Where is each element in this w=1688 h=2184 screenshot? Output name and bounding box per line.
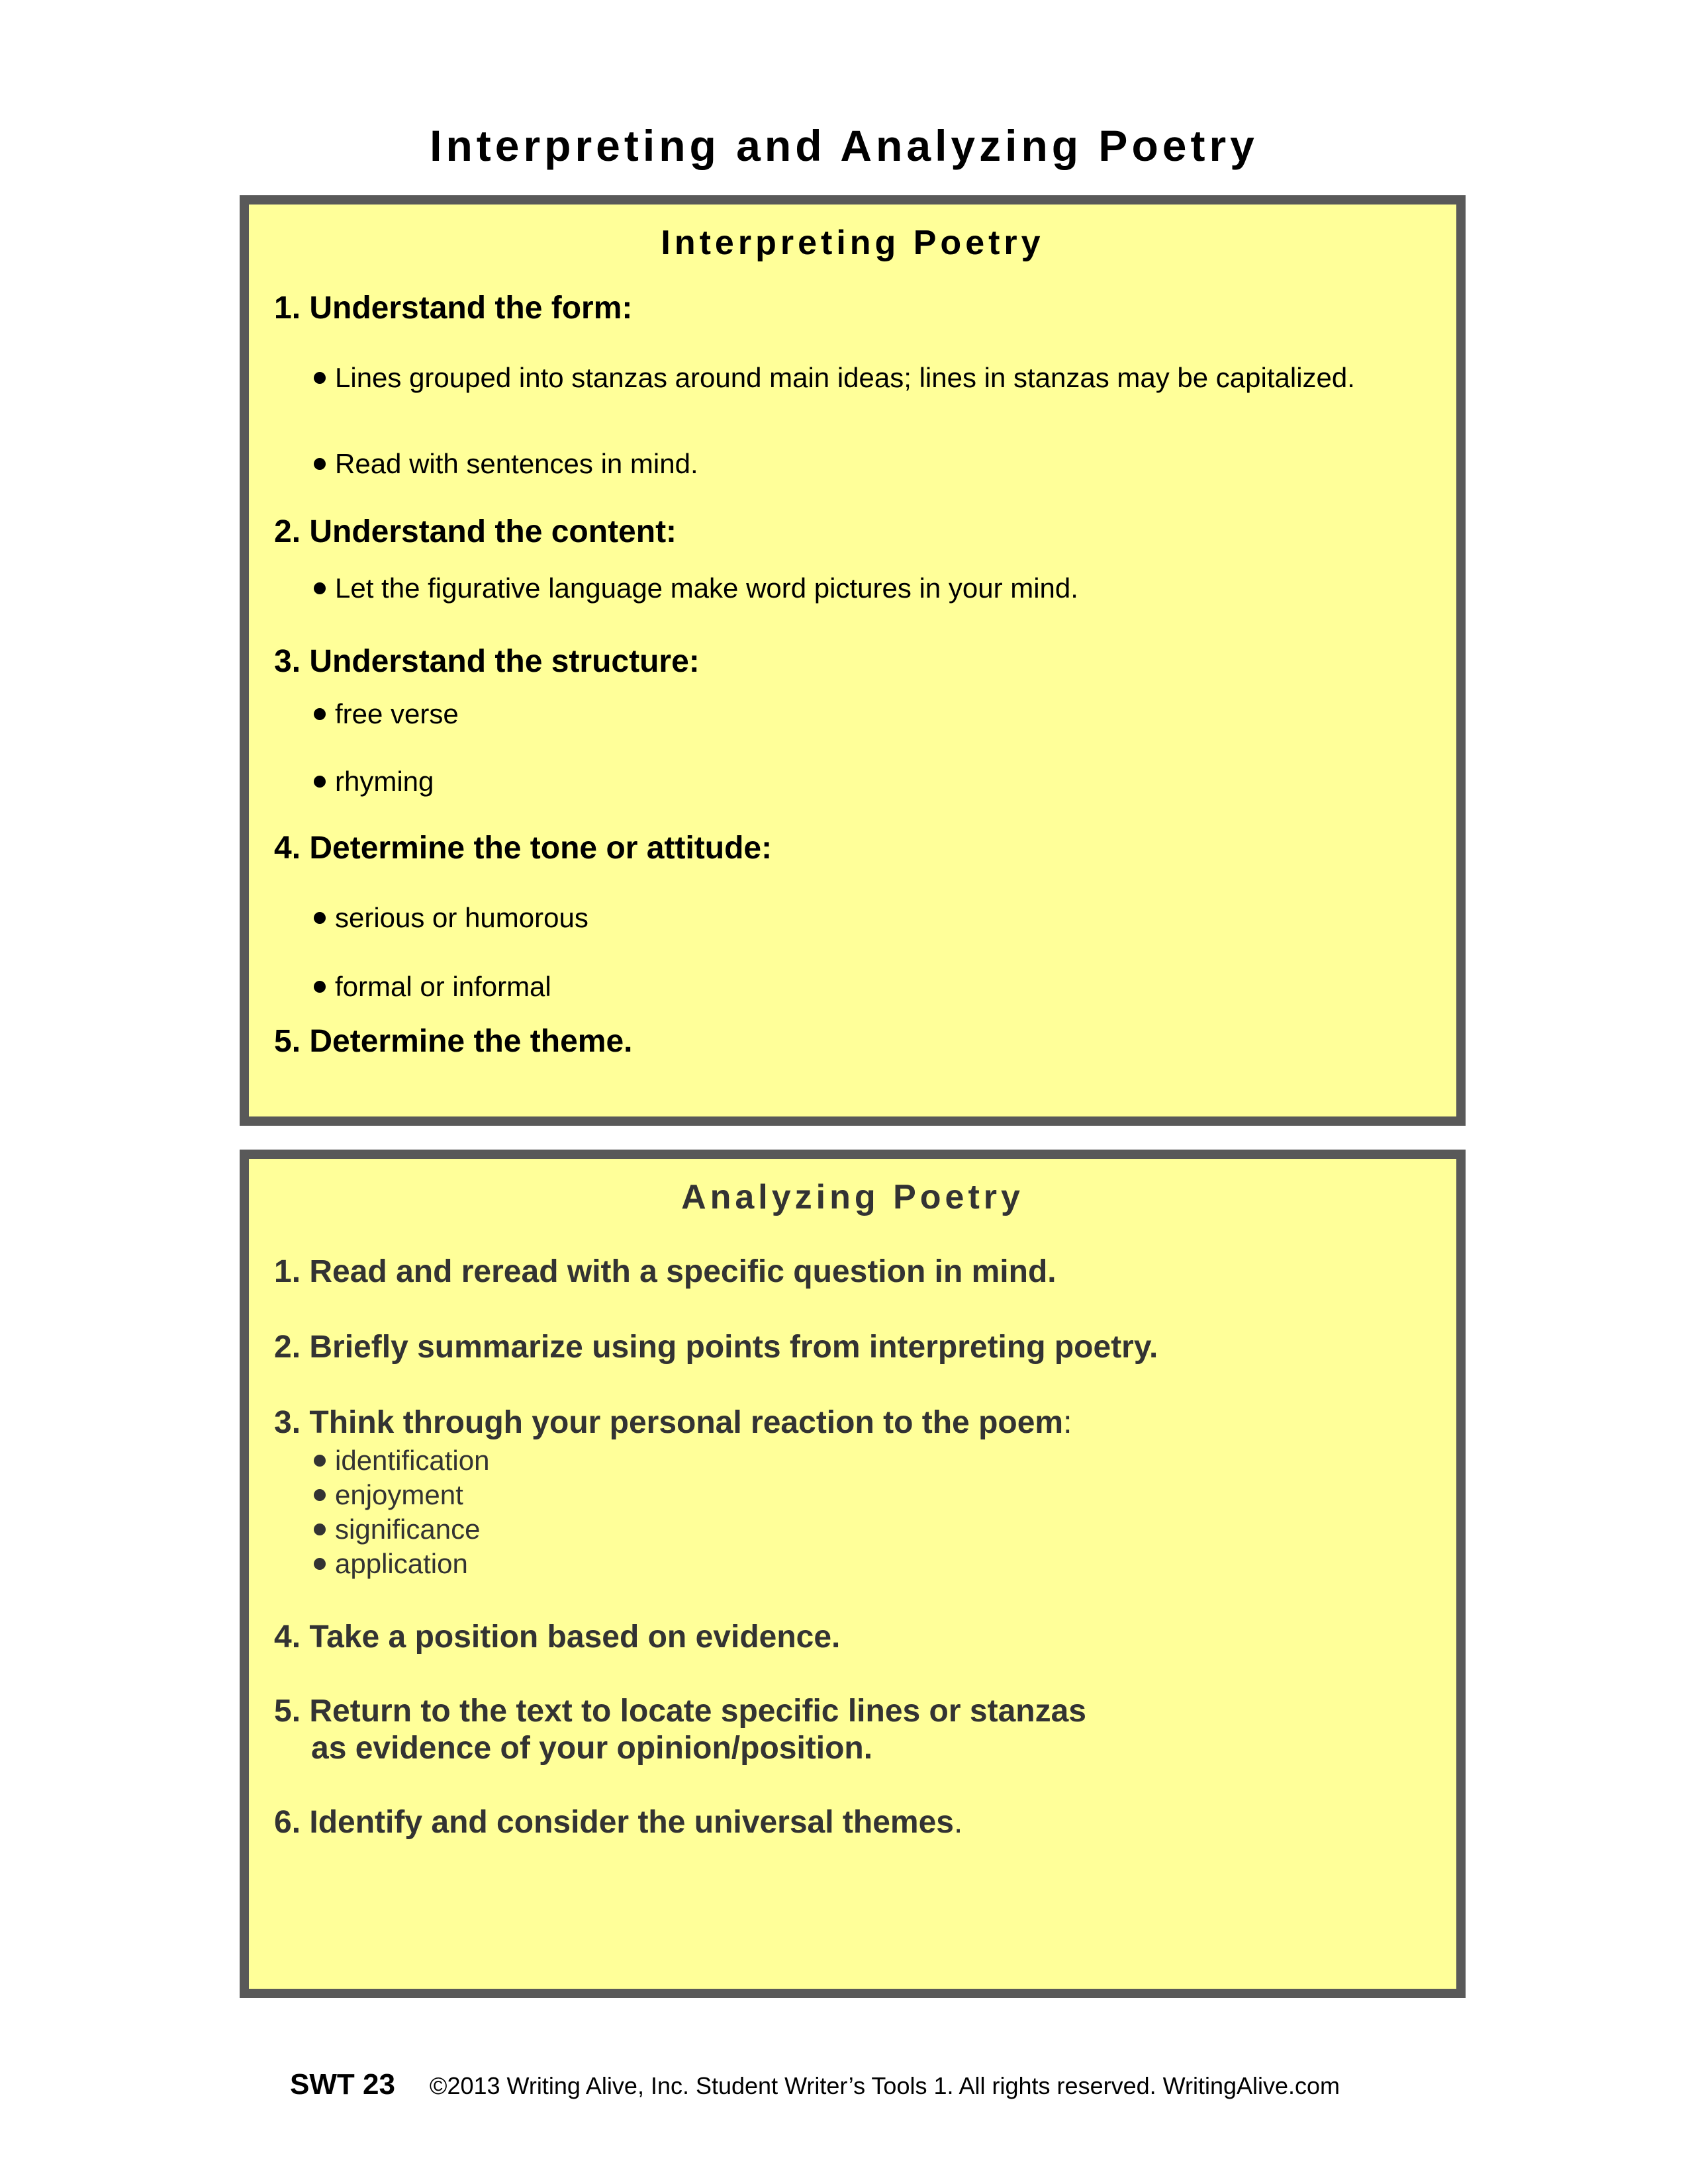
interpreting-step-1-bullet-1 — [314, 361, 1355, 395]
bullet-icon — [314, 776, 326, 788]
bullet-text: Lines grouped into stanzas around main ideas; lines in stanzas may be capitalized. — [335, 362, 1355, 393]
analyzing-step-3-colon: : — [1063, 1405, 1072, 1440]
bullet-icon — [314, 372, 326, 384]
bullet-text: serious or humorous — [335, 902, 588, 933]
analyzing-step-6-text: 6. Identify and consider the universal themes — [274, 1805, 954, 1840]
analyzing-step-4: 4. Take a position based on evidence. — [274, 1619, 841, 1655]
analyzing-step-3-bullet-4 — [314, 1547, 468, 1581]
analyzing-step-3-text: 3. Think through your personal reaction to the poem — [274, 1405, 1064, 1440]
bullet-text: free verse — [335, 698, 459, 729]
interpreting-poetry-panel — [240, 195, 1466, 1126]
bullet-text: Read with sentences in mind. — [335, 448, 698, 479]
footer-code: SWT 23 — [290, 2068, 395, 2101]
bullet-icon — [314, 1524, 326, 1535]
interpreting-heading: Interpreting Poetry — [661, 224, 1045, 262]
bullet-text: formal or informal — [335, 971, 551, 1002]
analyzing-step-5-continuation: as evidence of your opinion/position. — [311, 1731, 873, 1766]
bullet-text: significance — [335, 1514, 481, 1545]
bullet-icon — [314, 1489, 326, 1501]
interpreting-step-4-bullet-2 — [314, 970, 551, 1004]
analyzing-heading: Analyzing Poetry — [681, 1178, 1024, 1216]
analyzing-step-3-bullet-1 — [314, 1443, 489, 1478]
interpreting-step-3: 3. Understand the structure: — [274, 644, 700, 679]
interpreting-step-3-bullet-2 — [314, 764, 434, 799]
bullet-text: Let the figurative language make word pictures in your mind. — [335, 572, 1078, 604]
interpreting-step-1-bullet-2 — [314, 447, 698, 481]
analyzing-step-3-bullet-3 — [314, 1512, 480, 1547]
bullet-text: application — [335, 1548, 468, 1579]
page-footer — [290, 2070, 1340, 2101]
interpreting-step-4: 4. Determine the tone or attitude: — [274, 831, 773, 866]
analyzing-step-6 — [274, 1803, 962, 1842]
interpreting-step-3-bullet-1 — [314, 697, 459, 731]
analyzing-step-6-period: . — [953, 1805, 963, 1840]
interpreting-step-4-bullet-1 — [314, 901, 588, 935]
bullet-text: enjoyment — [335, 1479, 463, 1510]
bullet-icon — [314, 1558, 326, 1570]
interpreting-step-1: 1. Understand the form: — [274, 291, 633, 326]
analyzing-poetry-panel — [240, 1150, 1466, 1998]
bullet-icon — [314, 708, 326, 720]
page-title: Interpreting and Analyzing Poetry — [430, 121, 1258, 170]
analyzing-step-3-bullet-2 — [314, 1478, 463, 1512]
interpreting-step-5: 5. Determine the theme. — [274, 1024, 633, 1059]
analyzing-step-5: 5. Return to the text to locate specific lines or stanzas — [274, 1694, 1086, 1729]
bullet-icon — [314, 458, 326, 470]
bullet-icon — [314, 981, 326, 993]
bullet-icon — [314, 912, 326, 924]
bullet-icon — [314, 582, 326, 594]
bullet-text: identification — [335, 1445, 490, 1476]
interpreting-step-2: 2. Understand the content: — [274, 514, 677, 549]
analyzing-step-3 — [274, 1404, 1072, 1442]
analyzing-step-1: 1. Read and reread with a specific question in mind. — [274, 1254, 1056, 1289]
analyzing-step-2: 2. Briefly summarize using points from interpreting poetry. — [274, 1330, 1158, 1365]
bullet-text: rhyming — [335, 766, 434, 797]
interpreting-step-2-bullet-1 — [314, 571, 1078, 606]
footer-copyright: ©2013 Writing Alive, Inc. Student Writer’s Tools 1. All rights reserved. WritingAlive.com — [429, 2072, 1340, 2099]
bullet-icon — [314, 1455, 326, 1467]
